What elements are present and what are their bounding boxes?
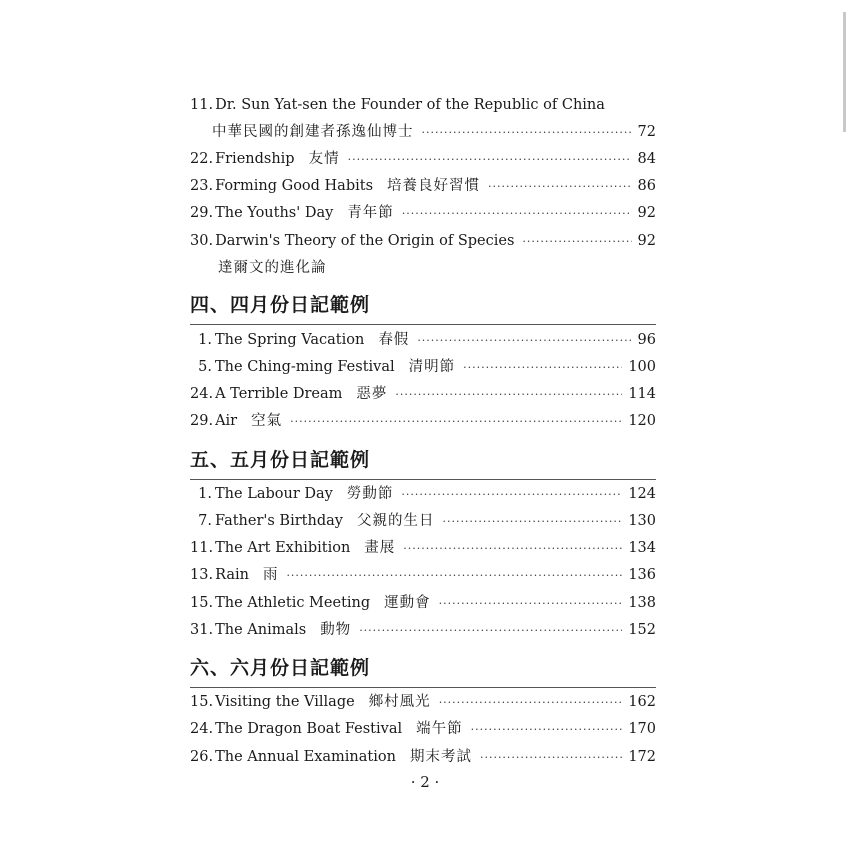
toc-entry	[190, 175, 656, 197]
entry-number: 24.	[190, 721, 214, 737]
toc-entry-continuation	[212, 121, 656, 143]
leader-dots	[439, 692, 623, 714]
entry-number: 23.	[190, 178, 214, 194]
entry-number: 15.	[190, 595, 214, 611]
entry-number: 13.	[190, 567, 214, 583]
entry-number: 26.	[190, 749, 214, 765]
entry-number: 30.	[190, 233, 214, 249]
entry-page-number: 134	[628, 540, 656, 556]
entry-english-title: The Youths' Day	[215, 205, 334, 221]
entry-chinese-title: 友情	[308, 151, 340, 167]
entry-chinese-title: 空氣	[251, 413, 283, 429]
entry-page-number: 152	[628, 622, 656, 638]
toc-entry	[190, 148, 656, 170]
entry-chinese-title: 達爾文的進化論	[218, 260, 327, 276]
entry-chinese-title: 中華民國的創建者孫逸仙博士	[212, 124, 414, 140]
leader-dots	[395, 384, 622, 406]
leader-dots	[403, 538, 622, 560]
entry-page-number: 114	[628, 386, 656, 402]
section-divider	[190, 324, 656, 325]
leader-dots	[401, 484, 622, 506]
toc-entry	[190, 202, 656, 224]
leader-dots	[402, 203, 632, 225]
entry-chinese-title: 鄉村風光	[368, 694, 431, 710]
entry-chinese-title: 畫展	[364, 540, 396, 556]
toc-entry	[190, 483, 656, 505]
entry-number: 7.	[198, 513, 212, 529]
entry-number: 5.	[198, 359, 212, 375]
leader-dots	[442, 511, 622, 533]
entry-number: 1.	[198, 486, 212, 502]
entry-english-title: The Annual Examination	[215, 749, 396, 765]
scan-edge-mark	[843, 12, 846, 132]
entry-chinese-title: 春假	[378, 332, 410, 348]
entry-page-number: 120	[628, 413, 656, 429]
toc-entry	[190, 619, 656, 641]
entry-english-title: The Spring Vacation	[215, 332, 365, 348]
entry-english-title: Air	[215, 413, 238, 429]
entry-page-number: 72	[637, 124, 656, 140]
leader-dots	[417, 330, 631, 352]
entry-page-number: 124	[628, 486, 656, 502]
entry-chinese-title: 期末考試	[409, 749, 472, 765]
entry-number: 15.	[190, 694, 214, 710]
entry-page-number: 138	[628, 595, 656, 611]
entry-page-number: 170	[628, 721, 656, 737]
entry-english-title: Forming Good Habits	[215, 178, 374, 194]
entry-chinese-title: 運動會	[384, 595, 431, 611]
toc-entry	[190, 691, 656, 713]
entry-number: 31.	[190, 622, 214, 638]
toc-entry	[190, 718, 656, 740]
entry-chinese-title: 青年節	[347, 205, 394, 221]
entry-page-number: 92	[637, 233, 656, 249]
toc-entry	[190, 94, 656, 116]
entry-english-title: Rain	[215, 567, 249, 583]
leader-dots	[480, 747, 622, 769]
toc-entry	[190, 537, 656, 559]
entry-english-title: The Labour Day	[215, 486, 333, 502]
toc-entry	[190, 746, 656, 768]
entry-page-number: 130	[628, 513, 656, 529]
entry-english-title: The Art Exhibition	[215, 540, 351, 556]
toc-entry	[190, 230, 656, 252]
page-number-footer: · 2 ·	[410, 773, 440, 791]
toc-entry	[190, 410, 656, 432]
toc-entry	[190, 592, 656, 614]
section-heading-june: 六、六月份日記範例	[190, 657, 371, 679]
toc-entry	[190, 329, 656, 351]
leader-dots	[463, 357, 622, 379]
toc-entry	[190, 356, 656, 378]
leader-dots	[359, 620, 622, 642]
toc-entry	[190, 510, 656, 532]
entry-english-title: Friendship	[215, 151, 295, 167]
leader-dots	[290, 411, 622, 433]
entry-chinese-title: 動物	[320, 622, 352, 638]
leader-dots	[439, 593, 623, 615]
entry-number: 24.	[190, 386, 214, 402]
section-divider	[190, 479, 656, 480]
entry-english-title: Dr. Sun Yat-sen the Founder of the Republic of China	[215, 97, 605, 113]
section-divider	[190, 687, 656, 688]
entry-page-number: 92	[637, 205, 656, 221]
leader-dots	[471, 719, 623, 741]
entry-page-number: 162	[628, 694, 656, 710]
entry-english-title: Visiting the Village	[215, 694, 355, 710]
entry-page-number: 172	[628, 749, 656, 765]
entry-page-number: 136	[628, 567, 656, 583]
leader-dots	[348, 149, 632, 171]
entry-page-number: 96	[637, 332, 656, 348]
entry-page-number: 86	[637, 178, 656, 194]
entry-chinese-title: 清明節	[408, 359, 456, 375]
entry-page-number: 100	[628, 359, 656, 375]
entry-english-title: Darwin's Theory of the Origin of Species	[215, 233, 515, 249]
entry-english-title: Father's Birthday	[215, 513, 343, 529]
leader-dots	[286, 565, 622, 587]
entry-page-number: 84	[637, 151, 656, 167]
entry-english-title: The Athletic Meeting	[215, 595, 371, 611]
entry-number: 11.	[190, 97, 214, 113]
leader-dots	[422, 122, 632, 144]
entry-english-title: The Animals	[215, 622, 307, 638]
toc-entry	[190, 383, 656, 405]
entry-english-title: The Ching-ming Festival	[215, 359, 395, 375]
entry-chinese-title: 勞動節	[346, 486, 394, 502]
entry-chinese-title: 培養良好習慣	[387, 178, 481, 194]
entry-number: 1.	[198, 332, 212, 348]
entry-chinese-title: 父親的生日	[356, 513, 435, 529]
section-heading-april: 四、四月份日記範例	[190, 294, 371, 316]
entry-number: 29.	[190, 205, 214, 221]
section-heading-may: 五、五月份日記範例	[190, 449, 371, 471]
entry-number: 29.	[190, 413, 214, 429]
entry-chinese-title: 惡夢	[356, 386, 388, 402]
entry-chinese-title: 端午節	[416, 721, 463, 737]
entry-number: 11.	[190, 540, 214, 556]
entry-english-title: The Dragon Boat Festival	[215, 721, 403, 737]
entry-english-title: A Terrible Dream	[215, 386, 343, 402]
toc-entry	[190, 564, 656, 586]
leader-dots	[522, 231, 631, 253]
entry-chinese-title: 雨	[262, 567, 279, 583]
entry-number: 22.	[190, 151, 214, 167]
leader-dots	[488, 176, 632, 198]
